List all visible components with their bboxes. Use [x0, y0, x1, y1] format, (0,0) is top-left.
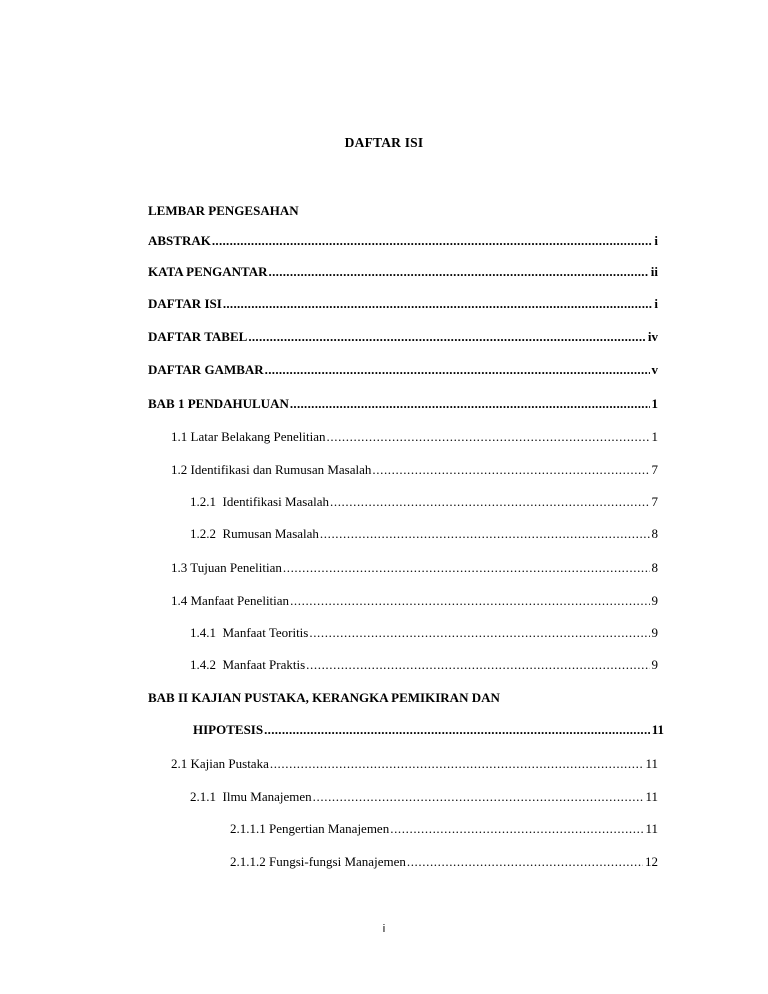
dot-leader	[313, 789, 644, 805]
toc-page-number: 1	[651, 396, 658, 411]
toc-page-number: iv	[647, 329, 658, 344]
dot-leader	[306, 657, 649, 673]
toc-page-number: 7	[651, 494, 658, 509]
toc-entry-2-1-1	[190, 789, 658, 805]
toc-page-number: i	[654, 233, 658, 248]
toc-page-number: 11	[645, 756, 658, 771]
toc-entry-label: 1.2 Identifikasi dan Rumusan Masalah	[171, 462, 372, 477]
dot-leader	[269, 264, 649, 280]
toc-entry-lembar-pengesahan: LEMBAR PENGESAHAN	[148, 203, 299, 218]
toc-entry-label: 1.4.2 Manfaat Praktis	[190, 657, 306, 672]
toc-page-number: v	[651, 362, 658, 377]
toc-page-number: 12	[645, 854, 658, 869]
toc-entry-label: 2.1.1.2 Fungsi-fungsi Manajemen	[230, 854, 406, 869]
dot-leader	[212, 233, 653, 249]
toc-entry-1-4-2	[190, 657, 658, 673]
toc-entry-label: 2.1 Kajian Pustaka	[171, 756, 269, 771]
toc-page-number: 11	[645, 821, 658, 836]
toc-entry-kata-pengantar	[148, 264, 658, 280]
toc-entry-2-1-1-2	[230, 854, 658, 870]
dot-leader	[265, 362, 650, 378]
toc-entry-label: KATA PENGANTAR	[148, 264, 268, 279]
toc-entry-label: 1.2.1 Identifikasi Masalah	[190, 494, 329, 509]
toc-entry-label: BAB 1 PENDAHULUAN	[148, 396, 289, 411]
toc-page-number: 9	[651, 593, 658, 608]
toc-entry-1-3	[171, 560, 658, 576]
toc-page-number: 11	[651, 722, 664, 737]
toc-entry-1-2	[171, 462, 658, 478]
toc-entry-daftar-tabel	[148, 329, 658, 345]
dot-leader	[309, 625, 649, 641]
toc-entry-2-1	[171, 756, 658, 772]
toc-page-number: 1	[651, 429, 658, 444]
dot-leader	[407, 854, 643, 870]
toc-entry-label: ABSTRAK	[148, 233, 211, 248]
dot-leader	[248, 329, 646, 345]
toc-entry-hipotesis	[193, 722, 664, 738]
toc-entry-1-2-2	[190, 526, 658, 542]
dot-leader	[327, 429, 650, 445]
toc-entry-1-4-1	[190, 625, 658, 641]
toc-entry-2-1-1-1	[230, 821, 658, 837]
toc-page-number: ii	[650, 264, 658, 279]
toc-page-number: 11	[645, 789, 658, 804]
toc-page-number: 7	[651, 462, 658, 477]
dot-leader	[270, 756, 644, 772]
dot-leader	[372, 462, 649, 478]
toc-entry-label: 2.1.1 Ilmu Manajemen	[190, 789, 312, 804]
toc-entry-bab-1	[148, 396, 658, 412]
toc-entry-1-1	[171, 429, 658, 445]
toc-entry-abstrak	[148, 233, 658, 249]
dot-leader	[390, 821, 643, 837]
toc-entry-1-2-1	[190, 494, 658, 510]
toc-entry-label: HIPOTESIS	[193, 722, 264, 737]
toc-page-number: 8	[651, 526, 658, 541]
toc-entry-label: 2.1.1.1 Pengertian Manajemen	[230, 821, 390, 836]
toc-entry-label: 1.4.1 Manfaat Teoritis	[190, 625, 309, 640]
dot-leader	[283, 560, 650, 576]
dot-leader	[320, 526, 650, 542]
toc-page-number: 9	[651, 625, 658, 640]
dot-leader	[223, 296, 653, 312]
toc-entry-label: 1.1 Latar Belakang Penelitian	[171, 429, 326, 444]
toc-page-number: 9	[651, 657, 658, 672]
toc-entry-1-4	[171, 593, 658, 609]
toc-entry-label: 1.4 Manfaat Penelitian	[171, 593, 290, 608]
dot-leader	[290, 396, 650, 412]
page-footer-number: i	[382, 923, 386, 935]
page-title: DAFTAR ISI	[344, 135, 424, 150]
toc-entry-label: 1.2.2 Rumusan Masalah	[190, 526, 319, 541]
dot-leader	[330, 494, 650, 510]
toc-entry-label: DAFTAR ISI	[148, 296, 222, 311]
toc-entry-daftar-isi	[148, 296, 658, 312]
toc-entry-label: 1.3 Tujuan Penelitian	[171, 560, 282, 575]
toc-entry-label: DAFTAR TABEL	[148, 329, 248, 344]
toc-entry-label: DAFTAR GAMBAR	[148, 362, 264, 377]
dot-leader	[290, 593, 649, 609]
toc-page-number: 8	[651, 560, 658, 575]
toc-page-number: i	[654, 296, 658, 311]
toc-entry-bab-2: BAB II KAJIAN PUSTAKA, KERANGKA PEMIKIRAN DAN	[148, 690, 500, 705]
dot-leader	[264, 722, 650, 738]
toc-entry-daftar-gambar	[148, 362, 658, 378]
